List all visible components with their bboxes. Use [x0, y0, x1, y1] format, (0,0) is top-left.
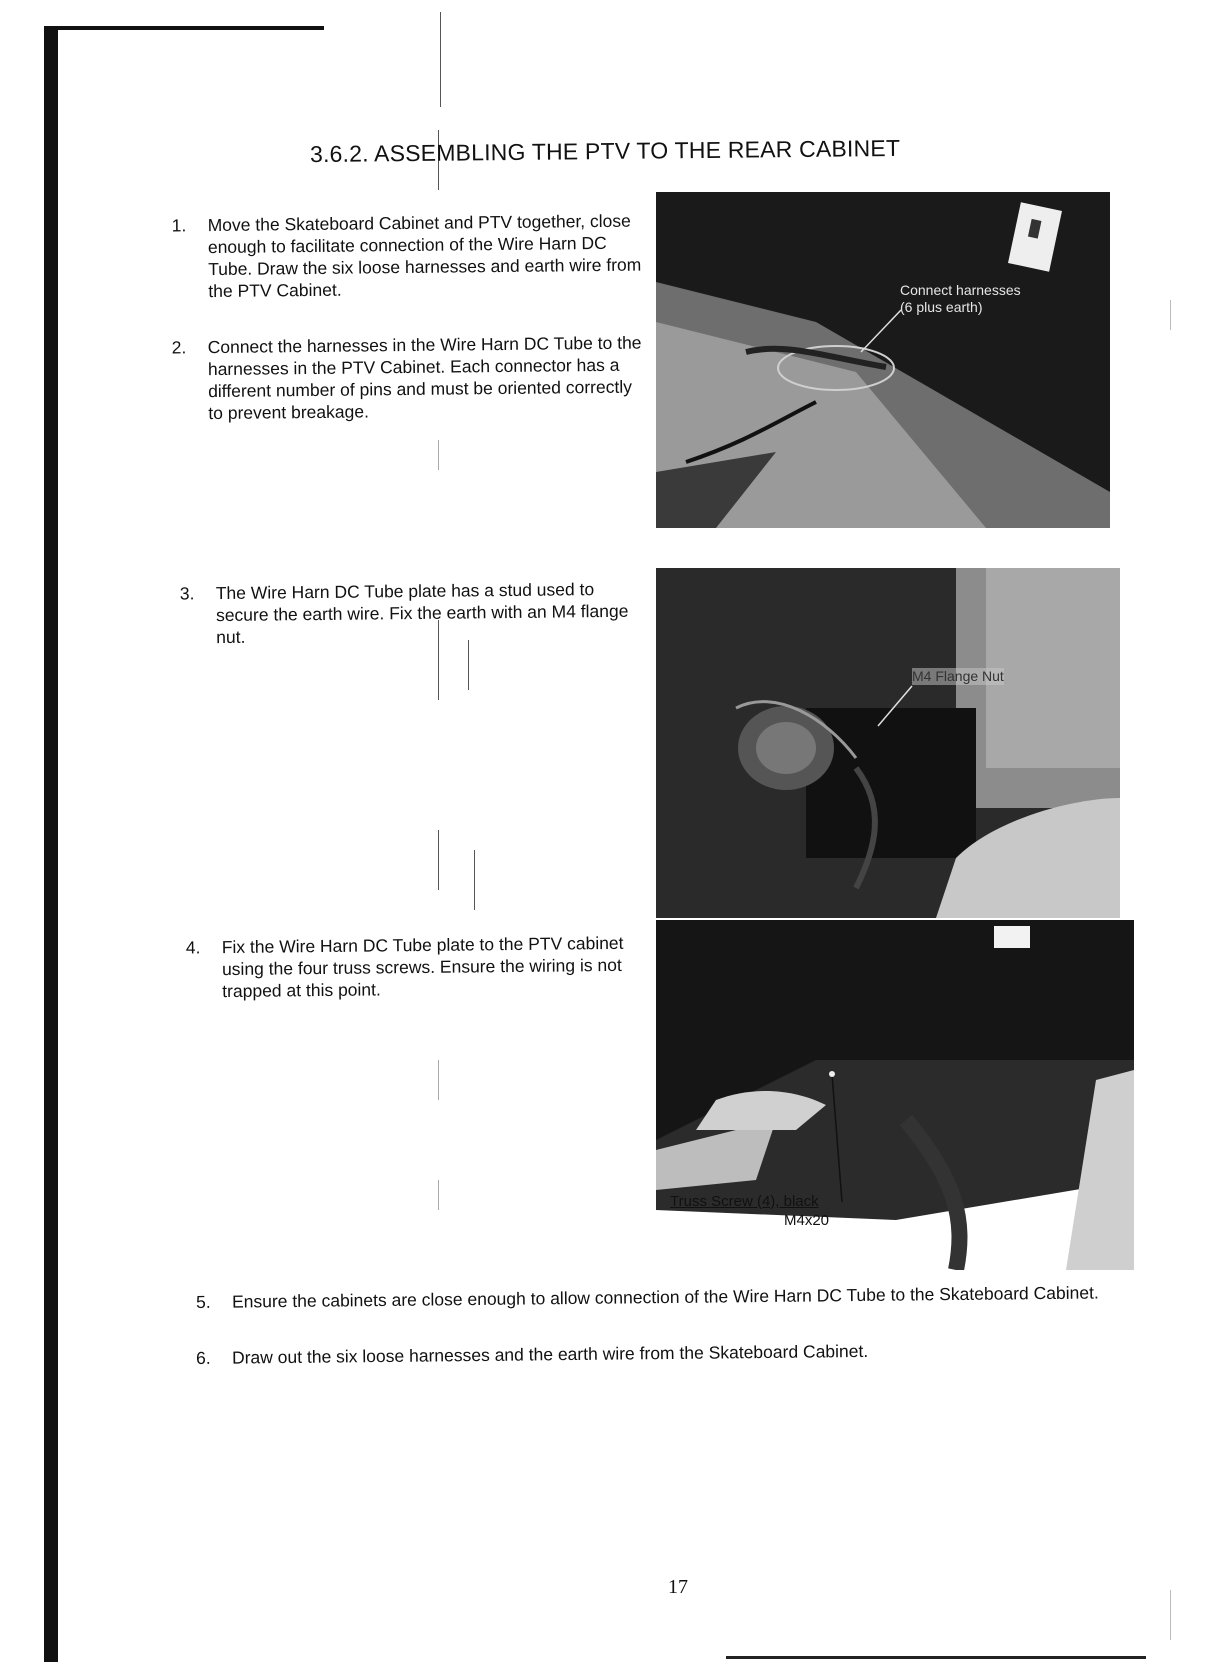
- step-3: [180, 578, 651, 649]
- step-text: Ensure the cabinets are close enough to allow connection of the Wire Harn DC Tube to the Skateboard Cabinet.: [231, 1282, 1099, 1312]
- scan-line: [468, 640, 469, 690]
- scan-line: [438, 1180, 439, 1210]
- step-number: 5.: [195, 1291, 211, 1312]
- step-1: [172, 210, 643, 303]
- step-number: 4.: [185, 937, 201, 958]
- step-5: [196, 1281, 1142, 1313]
- scan-line: [474, 850, 475, 910]
- scan-line: [438, 830, 439, 890]
- photo-truss-screws: [656, 920, 1134, 1270]
- scan-line: [438, 1060, 439, 1100]
- step-6: [196, 1337, 1142, 1369]
- callout-connect-harnesses: Connect harnesses (6 plus earth): [900, 282, 1021, 315]
- step-number: 2.: [171, 337, 187, 358]
- callout-screw-size: M4x20: [784, 1212, 830, 1229]
- step-2: [172, 332, 643, 425]
- callout-flange-nut: M4 Flange Nut: [912, 668, 1004, 684]
- step-text: Move the Skateboard Cabinet and PTV together, close enough to facilitate connection of the Wire Harn DC Tube. Draw the six loose harnesses and earth wire from the PTV Cabinet.: [207, 210, 642, 302]
- scan-line: [440, 12, 441, 107]
- photo-flange-nut: [656, 568, 1120, 918]
- step-text: Fix the Wire Harn DC Tube plate to the PTV cabinet using the four truss screws. Ensure the wiring is not trapped at this point.: [221, 932, 624, 1002]
- step-text: The Wire Harn DC Tube plate has a stud used to secure the earth wire. Fix the earth with an M4 flange nut.: [215, 579, 629, 648]
- step-text: Connect the harnesses in the Wire Harn DC Tube to the harnesses in the PTV Cabinet. Each connector has a different number of pins and must be oriented correctly to prevent breakage.: [207, 332, 642, 424]
- photo-connect-harnesses: [656, 192, 1110, 528]
- scan-line: [1170, 1590, 1171, 1640]
- step-number: 6.: [195, 1347, 211, 1368]
- page-title: 3.6.2. ASSEMBLING THE PTV TO THE REAR CABINET: [309, 134, 901, 168]
- page-number: 17: [668, 1576, 688, 1598]
- scan-line: [1170, 300, 1171, 330]
- step-number: 1.: [171, 215, 187, 236]
- scan-border-top: [44, 26, 324, 30]
- step-number: 3.: [179, 583, 195, 604]
- callout-truss-screw: Truss Screw (4), black: [670, 1193, 819, 1210]
- step-4: [186, 932, 657, 1003]
- scan-line: [438, 440, 439, 470]
- step-text: Draw out the six loose harnesses and the earth wire from the Skateboard Cabinet.: [231, 1340, 869, 1368]
- scan-border-left: [44, 30, 58, 1662]
- scan-border-bottom: [726, 1656, 1146, 1659]
